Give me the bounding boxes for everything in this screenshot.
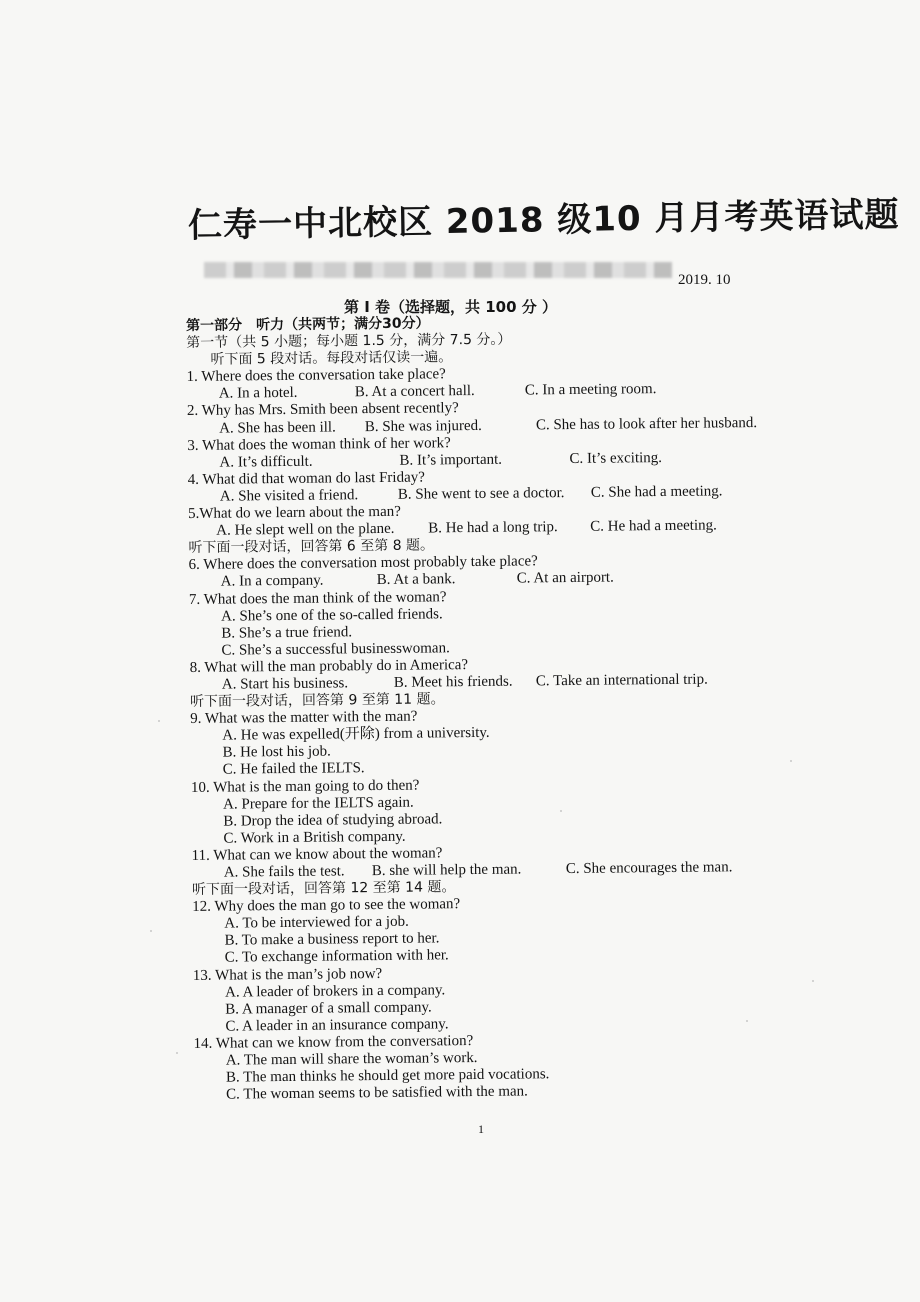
question-list [186,312,764,1104]
question-12: 12. Why does the man go to see the woman? [192,896,461,916]
option-b: B. At a bank. [376,571,456,589]
option-c: C. He had a meeting. [590,517,717,535]
question-13: 13. What is the man’s job now? [192,965,383,984]
question-8: 8. What will the man probably do in America? [189,656,469,676]
option-b: B. At a concert hall. [354,383,475,401]
instruction-3: 听下面一段对话，回答第 9 至第 11 题。 [189,691,445,711]
question-7-option-a: A. She’s one of the so-called friends. [221,605,443,625]
exam-title: 仁寿一中北校区 2018 级10 月月考英语试题 [187,194,900,246]
question-14-option-a: A. The man will share the woman’s work. [225,1050,478,1069]
option-b: B. she will help the man. [371,861,522,880]
question-7-option-c: C. She’s a successful businesswoman. [221,640,450,659]
question-14-option-b: B. The man thinks he should get more paid vocations. [225,1066,550,1086]
question-9: 9. What was the matter with the man? [190,708,418,728]
option-c: C. She encourages the man. [565,859,733,878]
option-a: A. She fails the test. [223,863,345,881]
volume-title: 第 I 卷（选择题，共 100 分 ） [344,298,558,316]
question-10-option-b: B. Drop the idea of studying abroad. [223,811,443,830]
question-10-option-c: C. Work in a British company. [223,828,406,847]
question-13-option-a: A. A leader of brokers in a company. [224,981,446,1001]
question-9-option-b: B. He lost his job. [222,743,331,761]
option-a: A. It’s difficult. [219,453,313,471]
option-a: A. Start his business. [221,675,349,693]
question-12-option-b: B. To make a business report to her. [224,930,440,950]
question-6: 6. Where does the conversation most probably take place? [188,553,538,574]
option-b: B. He had a long trip. [428,519,558,537]
instruction-4: 听下面一段对话，回答第 12 至第 14 题。 [191,879,456,899]
question-11: 11. What can we know about the woman? [191,845,443,864]
question-10-option-a: A. Prepare for the IELTS again. [223,794,414,813]
question-14: 14. What can we know from the conversation? [193,1032,474,1052]
option-c: C. She has to look after her husband. [535,414,758,433]
question-10: 10. What is the man going to do then? [190,777,420,796]
question-4: 4. What did that woman do last Friday? [187,469,425,488]
option-c: C. It’s exciting. [569,449,663,467]
option-b: B. She was injured. [364,417,482,435]
instruction-2: 听下面一段对话，回答第 6 至第 8 题。 [188,537,435,557]
option-a: A. In a hotel. [218,385,298,403]
question-9-option-c: C. He failed the IELTS. [222,760,365,779]
section-part-heading: 第一部分 听力（共两节；满分30分） [186,315,430,334]
option-b: B. Meet his friends. [393,673,513,691]
question-3: 3. What does the woman think of her work? [187,434,451,454]
question-7: 7. What does the man think of the woman? [188,588,447,608]
option-b: B. She went to see a doctor. [397,484,565,503]
option-a: A. She has been ill. [219,419,336,437]
question-12-option-c: C. To exchange information with her. [224,947,449,967]
page-number: 1 [478,1122,484,1136]
question-13-option-c: C. A leader in an insurance company. [225,1016,449,1035]
exam-date: 2019. 10 [678,272,731,288]
question-7-option-b: B. She’s a true friend. [221,623,353,642]
question-14-option-c: C. The woman seems to be satisfied with the man. [226,1083,528,1103]
option-a: A. He slept well on the plane. [216,520,395,539]
question-2: 2. Why has Mrs. Smith been absent recently? [186,400,459,420]
question-9-option-a: A. He was expelled(开除) from a university. [222,725,490,744]
section-sub-heading: 第一节（共 5 小题；每小题 1.5 分，满分 7.5 分。） [186,331,512,352]
option-b: B. It’s important. [399,451,503,469]
instruction-1: 听下面 5 段对话。每段对话仅读一遍。 [210,349,453,368]
option-c: C. At an airport. [516,569,614,587]
question-12-option-a: A. To be interviewed for a job. [224,913,409,932]
option-c: C. Take an international trip. [535,671,708,690]
question-1: 1. Where does the conversation take place? [186,366,446,386]
option-c: C. She had a meeting. [590,483,723,501]
question-13-option-b: B. A manager of a small company. [225,999,432,1018]
option-c: C. In a meeting room. [524,381,657,399]
option-a: A. She visited a friend. [219,487,359,505]
question-5: 5.What do we learn about the man? [187,503,401,523]
option-a: A. In a company. [220,572,324,591]
redacted-subtitle [204,262,672,278]
